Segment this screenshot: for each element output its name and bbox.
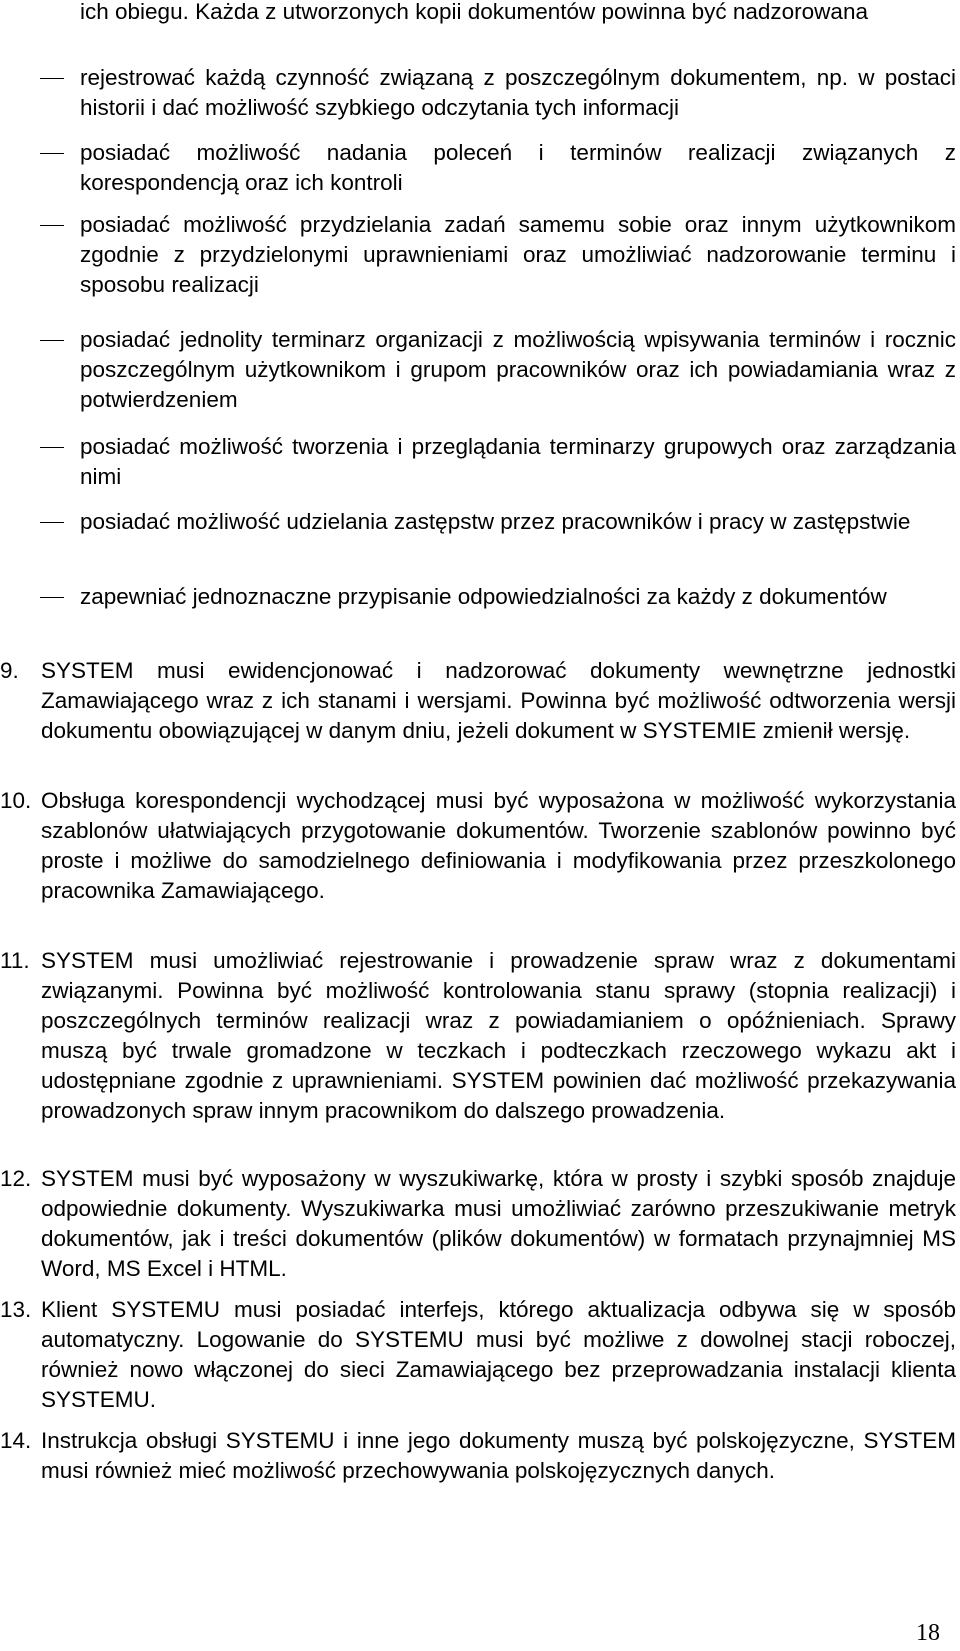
dash-bullet <box>40 522 64 523</box>
numbered-item-text: Obsługa korespondencji wychodzącej musi być wyposażona w możliwość wykorzystania szablonów ułatwiających przygotowanie dokumentów. Tworzenie szablonów powinno być proste i możliwe do samodzielnego definiowania i modyfikowania przez przeszkolonego pracownika Zamawiającego. <box>41 788 956 903</box>
dash-item: posiadać możliwość tworzenia i przeglądania terminarzy grupowych oraz zarządzania nimi <box>80 434 956 489</box>
item-number: 13. <box>0 1297 32 1322</box>
numbered-item-text: SYSTEM musi umożliwiać rejestrowanie i prowadzenie spraw wraz z dokumentami związanymi. Powinna być możliwość kontrolowania stanu sprawy (stopnia realizacji) i poszczególnych terminów realizacji wraz z powiadamianiem o opóźnieniach. Sprawy muszą być trwale gromadzone w teczkach i podteczkach rzeczowego wykazu akt i udostępniane zgodnie z uprawnieniami. SYSTEM powinien dać możliwość przekazywania prowadzonych spraw innym pracownikom do dalszego prowadzenia. <box>41 948 956 1123</box>
dash-bullet <box>40 78 64 79</box>
dash-item: zapewniać jednoznaczne przypisanie odpowiedzialności za każdy z dokumentów <box>80 584 887 609</box>
dash-item: posiadać możliwość nadania poleceń i terminów realizacji związanych z korespondencją oraz ich kontroli <box>80 140 956 195</box>
dash-bullet <box>40 447 64 448</box>
dash-item: posiadać jednolity terminarz organizacji z możliwością wpisywania terminów i rocznic poszczególnym użytkownikom i grupom pracowników oraz ich powiadamiania wraz z potwierdzeniem <box>80 327 956 412</box>
continuation-paragraph: ich obiegu. Każda z utworzonych kopii dokumentów powinna być nadzorowana <box>80 0 868 24</box>
dash-item: rejestrować każdą czynność związaną z poszczególnym dokumentem, np. w postaci historii i dać możliwość szybkiego odczytania tych informacji <box>80 65 956 120</box>
dash-bullet <box>40 340 64 341</box>
numbered-item-text: Klient SYSTEMU musi posiadać interfejs, którego aktualizacja odbywa się w sposób automatyczny. Logowanie do SYSTEMU musi być możliwe z dowolnej stacji roboczej, również nowo włączonej do sieci Zamawiającego bez przeprowadzania instalacji klienta SYSTEMU. <box>41 1297 956 1412</box>
item-number: 12. <box>0 1166 32 1191</box>
dash-bullet <box>40 153 64 154</box>
numbered-item-text: SYSTEM musi ewidencjonować i nadzorować dokumenty wewnętrzne jednostki Zamawiającego wraz z ich stanami i wersjami. Powinna być możliwość odtworzenia wersji dokumentu obowiązującej w danym dniu, jeżeli dokument w SYSTEMIE zmienił wersję. <box>41 658 956 743</box>
dash-item: posiadać możliwość przydzielania zadań samemu sobie oraz innym użytkownikom zgodnie z przydzielonymi uprawnieniami oraz umożliwiać nadzorowanie terminu i sposobu realizacji <box>80 212 956 297</box>
numbered-item-text: SYSTEM musi być wyposażony w wyszukiwarkę, która w prosty i szybki sposób znajduje odpowiednie dokumenty. Wyszukiwarka musi umożliwiać zarówno przeszukiwanie metryk dokumentów, jak i treści dokumentów (plików dokumentów) w formatach przynajmniej MS Word, MS Excel i HTML. <box>41 1166 956 1281</box>
dash-bullet <box>40 597 64 598</box>
item-number: 14. <box>0 1428 32 1453</box>
item-number: 11. <box>0 948 30 973</box>
item-number: 9. <box>0 658 19 683</box>
page-number: 18 <box>916 1620 940 1646</box>
dash-bullet <box>40 225 64 226</box>
numbered-item-text: Instrukcja obsługi SYSTEMU i inne jego dokumenty muszą być polskojęzyczne, SYSTEM musi również mieć możliwość przechowywania polskojęzycznych danych. <box>41 1428 956 1483</box>
item-number: 10. <box>0 788 32 813</box>
dash-item: posiadać możliwość udzielania zastępstw przez pracowników i pracy w zastępstwie <box>80 509 911 534</box>
